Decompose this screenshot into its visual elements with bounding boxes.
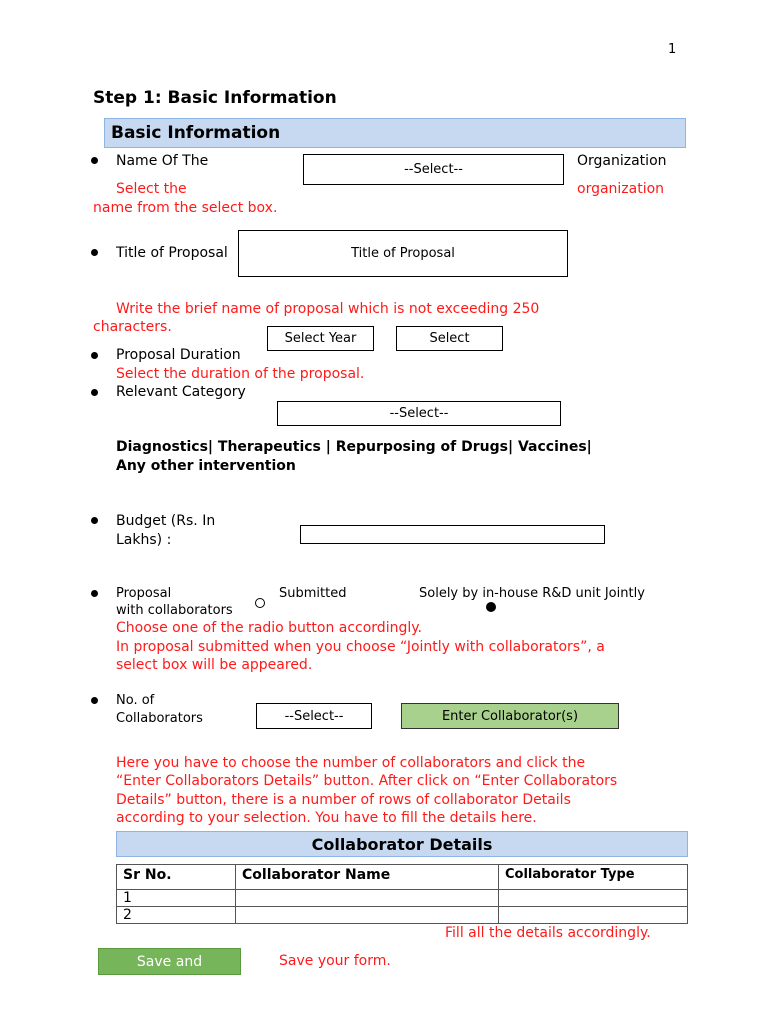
radio-submitted[interactable] — [255, 598, 265, 608]
solely-text: Solely by in-house R&D unit Jointly — [419, 586, 645, 601]
org-hint-c: name from the select box. — [93, 200, 278, 216]
bullet-icon — [91, 590, 98, 597]
radio-hint-c: select box will be appeared. — [116, 657, 313, 673]
bullet-icon — [91, 352, 98, 359]
submitted-text: Submitted — [279, 586, 347, 601]
banner-title: Basic Information — [111, 123, 281, 143]
collaborators-select[interactable]: --Select-- — [256, 703, 372, 729]
org-hint-b: organization — [577, 181, 665, 197]
bullet-icon — [91, 517, 98, 524]
row-name-cell[interactable] — [236, 907, 499, 924]
row-type-cell[interactable] — [499, 890, 688, 907]
organization-select[interactable]: --Select-- — [303, 154, 564, 185]
category-select[interactable]: --Select-- — [277, 401, 561, 426]
table-header-row — [117, 865, 688, 890]
fill-hint: Fill all the details accordingly. — [445, 925, 651, 941]
category-options-a: Diagnostics| Therapeutics | Repurposing of Drugs| Vaccines| — [116, 439, 592, 455]
month-select[interactable]: Select — [396, 326, 503, 351]
org-label-b: Organization — [577, 153, 667, 169]
collab-label-a: No. of — [116, 693, 155, 708]
header-collaborator-name: Collaborator Name — [236, 865, 499, 890]
budget-label-b: Lakhs) : — [116, 532, 172, 548]
save-button[interactable]: Save and — [98, 948, 241, 975]
title-hint-b: characters. — [93, 319, 172, 335]
title-input[interactable]: Title of Proposal — [238, 230, 568, 277]
save-hint: Save your form. — [279, 953, 391, 969]
collaborator-banner-title: Collaborator Details — [311, 834, 493, 854]
collab-hint-c: Details” button, there is a number of rows of collaborator Details — [116, 792, 571, 808]
bullet-icon — [91, 157, 98, 164]
org-label-a: Name Of The — [116, 153, 209, 169]
row-sr: 1 — [117, 890, 236, 907]
collaborator-details-banner — [116, 831, 688, 857]
collab-hint-d: according to your selection. You have to fill the details here. — [116, 810, 537, 826]
table-row — [117, 907, 688, 924]
enter-collaborators-button[interactable]: Enter Collaborator(s) — [401, 703, 619, 729]
radio-hint-a: Choose one of the radio button accordingly. — [116, 620, 422, 636]
collab-label-b: Collaborators — [116, 711, 203, 726]
budget-input[interactable] — [300, 525, 605, 544]
collab-hint-b: “Enter Collaborators Details” button. After click on “Enter Collaborators — [116, 773, 618, 789]
page-number: 1 — [668, 42, 677, 57]
category-options-b: Any other intervention — [116, 458, 296, 474]
row-name-cell[interactable] — [236, 890, 499, 907]
table-row — [117, 890, 688, 907]
duration-hint: Select the duration of the proposal. — [116, 366, 365, 382]
title-hint-a: Write the brief name of proposal which is not exceeding 250 — [116, 301, 540, 317]
radio-jointly[interactable] — [486, 602, 496, 612]
collaborator-table — [116, 864, 688, 924]
year-select[interactable]: Select Year — [267, 326, 374, 351]
title-label: Title of Proposal — [116, 245, 228, 261]
row-type-cell[interactable] — [499, 907, 688, 924]
step-title: Step 1: Basic Information — [93, 88, 337, 108]
basic-info-banner — [104, 118, 686, 148]
org-hint-a: Select the — [116, 181, 187, 197]
duration-label: Proposal Duration — [116, 347, 241, 363]
category-label: Relevant Category — [116, 384, 246, 400]
bullet-icon — [91, 389, 98, 396]
proposal-label-b: with collaborators — [116, 603, 233, 618]
bullet-icon — [91, 249, 98, 256]
proposal-label-a: Proposal — [116, 586, 172, 601]
header-sr-no: Sr No. — [117, 865, 236, 890]
row-sr: 2 — [117, 907, 236, 924]
budget-label-a: Budget (Rs. In — [116, 513, 216, 529]
collab-hint-a: Here you have to choose the number of collaborators and click the — [116, 755, 586, 771]
radio-hint-b: In proposal submitted when you choose “Jointly with collaborators”, a — [116, 639, 605, 655]
header-collaborator-type: Collaborator Type — [499, 865, 688, 890]
bullet-icon — [91, 697, 98, 704]
